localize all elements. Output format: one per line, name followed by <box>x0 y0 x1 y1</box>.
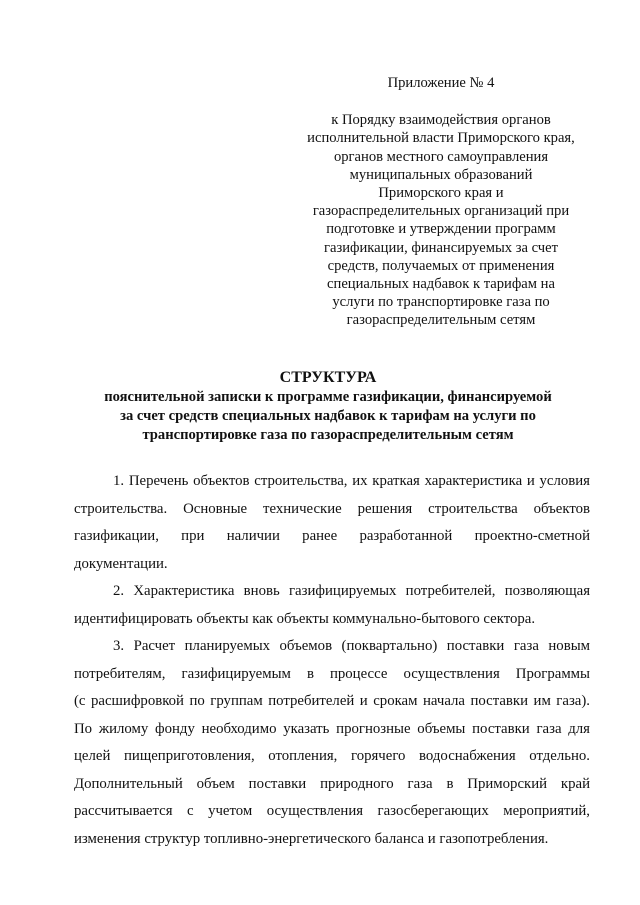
paragraph-3 <box>74 633 590 853</box>
body-line: (с расшифровкой по группам потребителей и срокам начала поставки им газа). <box>74 693 590 709</box>
appendix-line: подготовке и утверждении программ <box>326 221 556 238</box>
appendix-number: Приложение № 4 <box>387 75 495 91</box>
heading-line: за счет средств специальных надбавок к тарифам на услуги по <box>120 408 536 424</box>
body-line: 1. Перечень объектов строительства, их краткая характеристика и условия <box>113 473 590 489</box>
appendix-line: специальных надбавок к тарифам на <box>327 276 555 293</box>
paragraph-1 <box>74 468 590 578</box>
body-line: документации. <box>74 555 168 572</box>
heading-line: пояснительной записки к программе газификации, финансируемой <box>104 389 552 405</box>
body-line: Дополнительный объем поставки природного газа в Приморский край <box>74 775 590 792</box>
document-body <box>74 468 590 853</box>
appendix-line: газораспределительных организаций при <box>312 203 570 220</box>
body-line: газификации, при наличии ранее разработанной проектно-сметной <box>74 528 590 544</box>
paragraph-2 <box>74 578 590 633</box>
body-line: целей пищеприготовления, отопления, горячего водоснабжения отдельно. <box>74 748 590 764</box>
appendix-line: средств, получаемых от применения <box>327 257 555 274</box>
body-line: изменения структур топливно-энергетического баланса и газопотребления. <box>74 830 549 847</box>
appendix-block <box>300 74 582 330</box>
document-title: СТРУКТУРА <box>279 369 377 386</box>
body-line: По жилому фонду необходимо указать прогнозные объемы поставки газа для <box>74 720 590 737</box>
body-line: строительства. Основные технические решения строительства объектов <box>74 500 590 517</box>
document-heading <box>88 368 568 445</box>
body-line: рассчитывается с учетом осуществления газосберегающих мероприятий, <box>74 803 590 819</box>
body-line: 2. Характеристика вновь газифицируемых потребителей, позволяющая <box>113 583 590 599</box>
appendix-line: услуги по транспортировке газа по <box>332 294 550 311</box>
body-line: потребителям, газифицируемым в процессе осуществления Программы <box>74 665 590 682</box>
heading-line: транспортировке газа по газораспределительным сетям <box>142 427 514 443</box>
appendix-reference <box>300 111 582 329</box>
appendix-line: к Порядку взаимодействия органов <box>331 112 551 129</box>
appendix-line: исполнительной власти Приморского края, <box>307 130 575 147</box>
body-line: 3. Расчет планируемых объемов (поквартально) поставки газа новым <box>113 638 590 654</box>
appendix-line: газораспределительным сетям <box>346 312 536 329</box>
appendix-line: Приморского края и <box>378 185 504 202</box>
appendix-line: муниципальных образований <box>349 166 533 183</box>
body-line: идентифицировать объекты как объекты коммунально-бытового сектора. <box>74 610 536 627</box>
appendix-line: органов местного самоуправления <box>333 148 549 165</box>
appendix-line: газификации, финансируемых за счет <box>324 239 558 256</box>
